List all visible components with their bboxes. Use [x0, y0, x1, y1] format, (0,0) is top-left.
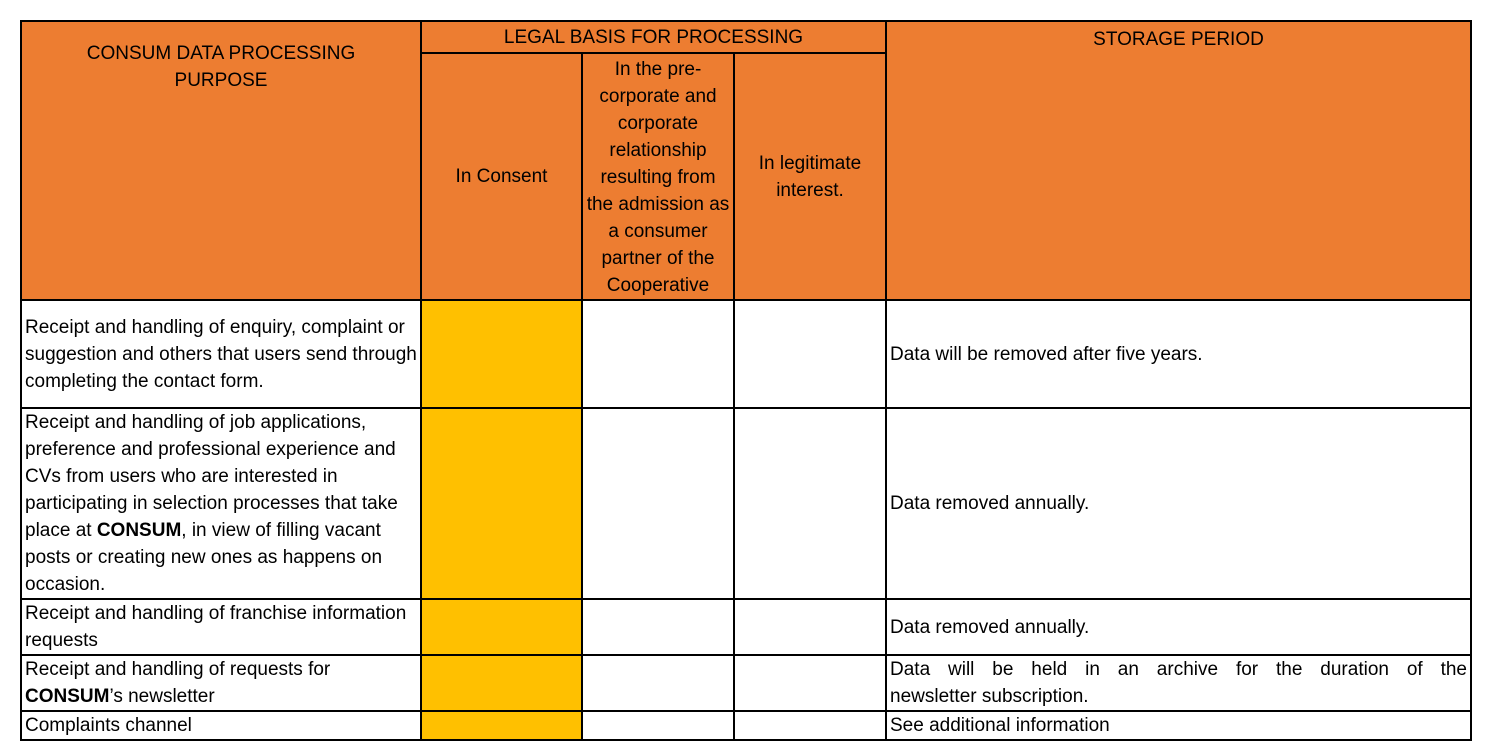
brand-name: CONSUM: [96, 520, 182, 541]
purpose-text: , in view of filling vacant posts or creating new ones as happens on occasion.: [25, 520, 383, 595]
purpose-cell: [21, 655, 421, 711]
consent-cell: [421, 655, 582, 711]
purpose-text: Receipt and handling of requests for: [25, 659, 331, 680]
purpose-cell: [21, 408, 421, 599]
storage-cell: Data removed annually.: [886, 599, 1471, 655]
header-purpose-text: CONSUM DATA PROCESSING PURPOSE: [86, 43, 356, 91]
precorporate-cell: [582, 711, 734, 740]
precorporate-cell: [582, 599, 734, 655]
consent-cell: [421, 599, 582, 655]
storage-text-line2: newsletter subscription.: [890, 686, 1089, 707]
table-row: [21, 655, 1471, 711]
brand-name: CONSUM: [25, 686, 110, 707]
legitimate-cell: [734, 655, 886, 711]
consent-cell: [421, 711, 582, 740]
purpose-cell: Receipt and handling of enquiry, complaint or suggestion and others that users send through completing the contact form.: [21, 300, 421, 408]
header-legitimate-text: In legitimate interest.: [758, 152, 862, 201]
storage-cell: [886, 655, 1471, 711]
header-consent: In Consent: [421, 53, 582, 300]
purpose-cell: Receipt and handling of franchise information requests: [21, 599, 421, 655]
table-row: [21, 599, 1471, 655]
purpose-cell: Complaints channel: [21, 711, 421, 740]
precorporate-cell: [582, 408, 734, 599]
legitimate-cell: [734, 599, 886, 655]
precorporate-cell: [582, 655, 734, 711]
table-row: [21, 300, 1471, 408]
storage-cell: Data will be removed after five years.: [886, 300, 1471, 408]
table-row: [21, 408, 1471, 599]
consent-cell: [421, 408, 582, 599]
purpose-text: ’s newsletter: [109, 686, 215, 707]
header-storage-period: STORAGE PERIOD: [886, 21, 1471, 300]
header-legitimate-interest: [734, 53, 886, 300]
legitimate-cell: [734, 408, 886, 599]
precorporate-cell: [582, 300, 734, 408]
storage-cell: Data removed annually.: [886, 408, 1471, 599]
storage-cell: See additional information: [886, 711, 1471, 740]
purpose-text: Receipt and handling of job applications, preference and professional experience and CVs from users who are interested in participating in selection processes that take place at: [25, 412, 398, 541]
header-legal-basis: LEGAL BASIS FOR PROCESSING: [421, 21, 886, 53]
data-processing-table: [20, 20, 1472, 741]
header-precorporate: In the pre-corporate and corporate relationship resulting from the admission as a consumer partner of the Cooperative: [582, 53, 734, 300]
header-purpose: [21, 21, 421, 300]
legitimate-cell: [734, 711, 886, 740]
table-row: [21, 711, 1471, 740]
consent-cell: [421, 300, 582, 408]
legitimate-cell: [734, 300, 886, 408]
storage-text-line1: Data will be held in an archive for the duration of the: [890, 659, 1467, 680]
